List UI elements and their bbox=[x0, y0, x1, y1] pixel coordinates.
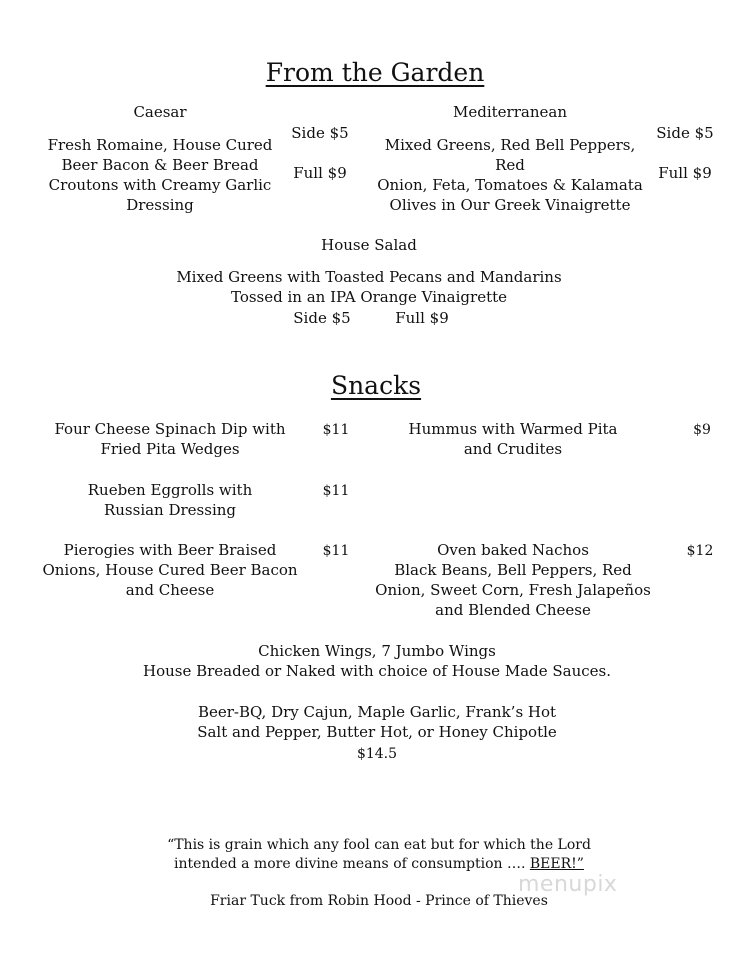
mediterranean-desc-line: Onion, Feta, Tomatoes & Kalamata bbox=[377, 176, 643, 194]
chicken-wings-item bbox=[0, 641, 750, 681]
quote-emphasis: BEER!” bbox=[529, 856, 584, 872]
caesar-full-price: Full $9 bbox=[293, 164, 347, 182]
nachos-line: Onion, Sweet Corn, Fresh Jalapeños bbox=[375, 581, 651, 599]
mediterranean-description bbox=[370, 135, 650, 215]
hummus-item bbox=[383, 419, 643, 459]
caesar-name: Caesar bbox=[133, 103, 187, 121]
eggrolls-price: $11 bbox=[322, 483, 350, 499]
spinach-dip-price: $11 bbox=[322, 422, 350, 438]
hummus-line: Hummus with Warmed Pita bbox=[408, 420, 618, 438]
house-salad-desc-line: Mixed Greens with Toasted Pecans and Mandarins bbox=[176, 268, 562, 286]
pierogies-price: $11 bbox=[322, 543, 350, 559]
hummus-line: and Crudites bbox=[463, 440, 563, 458]
wing-sauce-line: Beer-BQ, Dry Cajun, Maple Garlic, Frank’s Hot bbox=[197, 703, 557, 721]
spinach-dip-line: Fried Pita Wedges bbox=[100, 440, 240, 458]
nachos-item bbox=[358, 540, 668, 620]
pierogies-item bbox=[30, 540, 310, 600]
spinach-dip-line: Four Cheese Spinach Dip with bbox=[54, 420, 286, 438]
snacks-heading: Snacks bbox=[330, 371, 422, 400]
caesar-description bbox=[40, 135, 280, 215]
garden-heading: From the Garden bbox=[265, 58, 485, 87]
mediterranean-desc-line: Olives in Our Greek Vinaigrette bbox=[389, 196, 631, 214]
caesar-side-price: Side $5 bbox=[291, 124, 349, 142]
caesar-desc-line: Croutons with Creamy Garlic bbox=[48, 176, 272, 194]
quote-line-text: intended a more divine means of consumption …. bbox=[174, 856, 530, 872]
caesar-desc-line: Beer Bacon & Beer Bread bbox=[61, 156, 259, 174]
pierogies-line: Pierogies with Beer Braised bbox=[63, 541, 277, 559]
chicken-wings-sauces bbox=[0, 702, 750, 742]
nachos-line: Black Beans, Bell Peppers, Red bbox=[394, 561, 632, 579]
wing-sauce-line: Salt and Pepper, Butter Hot, or Honey Chipotle bbox=[197, 723, 557, 741]
quote-attribution: Friar Tuck from Robin Hood - Prince of Thieves bbox=[210, 893, 548, 909]
nachos-line: and Blended Cheese bbox=[435, 601, 591, 619]
house-salad-side-price: Side $5 bbox=[293, 309, 351, 327]
mediterranean-full-price: Full $9 bbox=[658, 164, 712, 182]
chicken-wings-line: Chicken Wings, 7 Jumbo Wings bbox=[258, 642, 496, 660]
quote-block bbox=[0, 836, 750, 874]
caesar-desc-line: Fresh Romaine, House Cured bbox=[47, 136, 273, 154]
house-salad-desc-line: Tossed in an IPA Orange Vinaigrette bbox=[230, 288, 508, 306]
quote-line bbox=[0, 855, 750, 874]
caesar-desc-line: Dressing bbox=[126, 196, 194, 214]
mediterranean-name: Mediterranean bbox=[453, 103, 567, 121]
house-salad-description bbox=[0, 267, 738, 307]
eggrolls-item bbox=[40, 480, 300, 520]
house-salad-full-price: Full $9 bbox=[395, 309, 449, 327]
nachos-line: Oven baked Nachos bbox=[437, 541, 589, 559]
hummus-price: $9 bbox=[693, 422, 711, 438]
pierogies-line: and Cheese bbox=[125, 581, 215, 599]
mediterranean-side-price: Side $5 bbox=[656, 124, 714, 142]
house-salad-name: House Salad bbox=[321, 236, 417, 254]
spinach-dip-item bbox=[40, 419, 300, 459]
quote-line: “This is grain which any fool can eat but for which the Lord bbox=[167, 837, 591, 853]
eggrolls-line: Russian Dressing bbox=[103, 501, 237, 519]
eggrolls-line: Rueben Eggrolls with bbox=[87, 481, 253, 499]
chicken-wings-line: House Breaded or Naked with choice of House Made Sauces. bbox=[142, 662, 612, 680]
watermark-logo: menupix bbox=[518, 872, 618, 897]
nachos-price: $12 bbox=[686, 543, 714, 559]
mediterranean-desc-line: Mixed Greens, Red Bell Peppers, Red bbox=[384, 136, 636, 174]
pierogies-line: Onions, House Cured Beer Bacon bbox=[42, 561, 298, 579]
chicken-wings-price: $14.5 bbox=[356, 746, 398, 762]
